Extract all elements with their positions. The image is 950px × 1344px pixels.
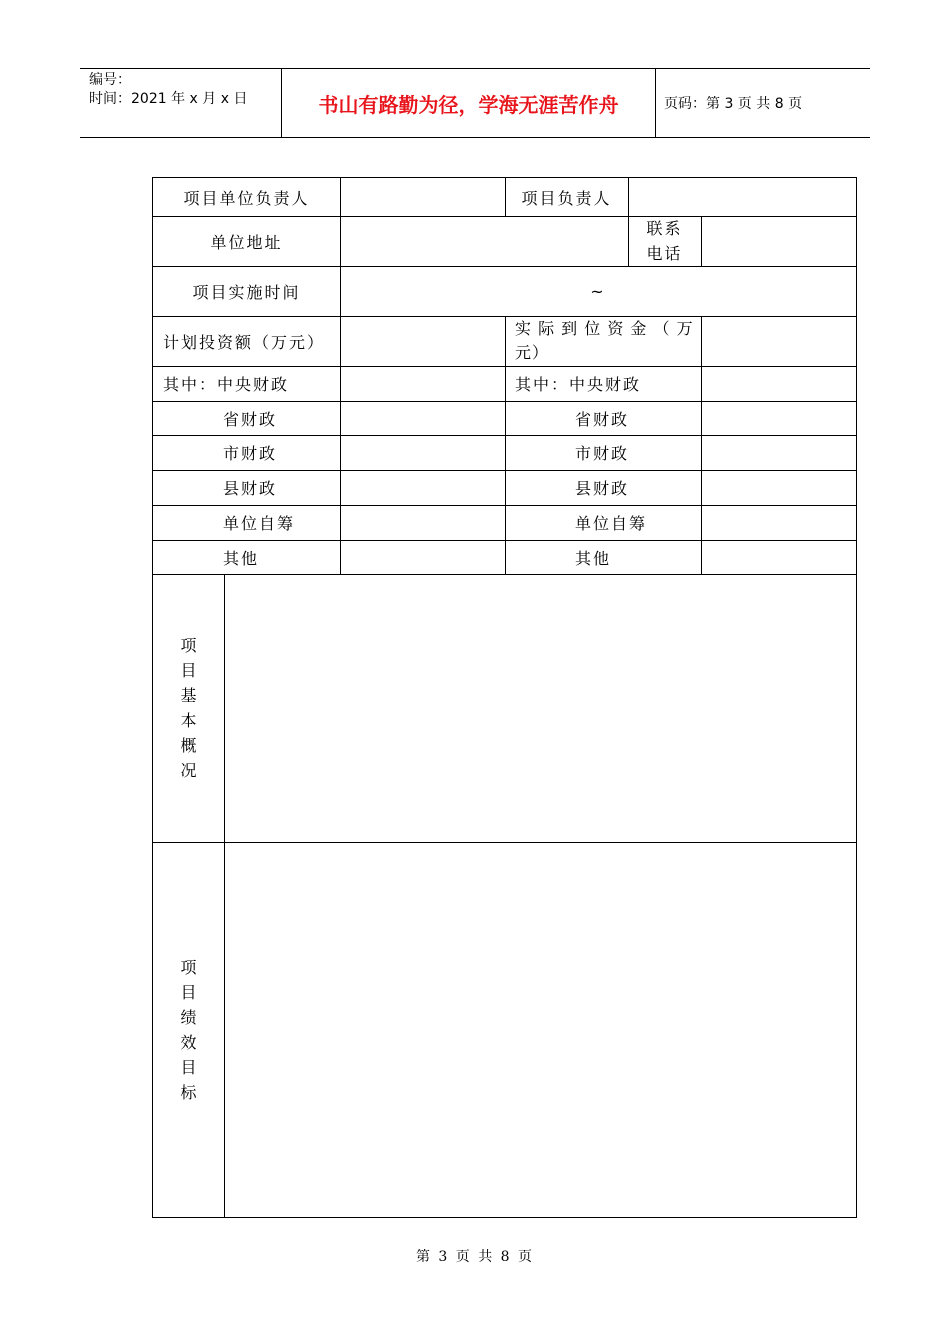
goals-char: 目 [180,1057,197,1077]
unit-address-label: 单位地址 [210,232,283,252]
actual-funds-label [515,316,701,366]
page-footer: 第 3 页 共 8 页 [415,1249,535,1265]
col-divider [340,316,341,574]
header-page-label: 页码：第 3 页 共 8 页 [664,96,803,112]
planned-invest-label: 计划投资额（万元） [163,332,326,352]
header-motto: 书山有路勤为径，学海无涯苦作舟 [281,69,656,137]
time-label: 时间：2021 年 x 月 x 日 [89,91,248,107]
col-divider [505,316,506,574]
right-city-label: 市财政 [575,444,630,463]
col-divider [701,216,702,266]
right-other-label: 其他 [575,548,612,568]
number-label: 编号： [89,72,131,88]
overview-char: 概 [180,736,197,755]
goals-char: 目 [180,982,197,1002]
project-form-table [152,177,857,1218]
contact-phone-label [628,216,701,266]
row-divider [153,574,856,575]
overview-label [153,574,224,842]
impl-time-label: 项目实施时间 [192,282,301,302]
col-divider [628,178,629,216]
right-self-label: 单位自筹 [575,514,648,533]
right-province-label: 省财政 [575,409,630,429]
overview-char: 本 [180,711,197,730]
left-other-label: 其他 [223,548,260,568]
project-leader-label: 项目负责人 [521,188,612,208]
goals-char: 项 [180,957,197,977]
goals-label [153,842,224,1217]
document-header [80,68,870,138]
contact-phone-line-2: 电话 [646,244,683,263]
right-county-label: 县财政 [575,479,630,498]
unit-leader-label: 项目单位负责人 [183,188,310,208]
impl-time-tilde: ~ [590,281,606,301]
left-county-label: 县财政 [223,479,278,498]
overview-char: 目 [180,661,197,680]
goals-char: 绩 [180,1007,197,1027]
actual-funds-line-1: 实 际 到 位 资 金 （ 万 [515,319,694,338]
goals-char: 标 [180,1082,197,1102]
goals-char: 效 [180,1032,197,1052]
col-divider [224,574,225,1217]
overview-char: 项 [180,636,197,655]
overview-char: 况 [180,761,197,780]
right-central-label: 其中：中央财政 [515,375,642,394]
actual-funds-line-2: 元） [515,343,550,362]
contact-phone-line-1: 联系 [646,219,683,238]
header-meta [80,69,280,137]
left-province-label: 省财政 [223,409,278,429]
left-self-label: 单位自筹 [223,514,296,533]
row-divider [153,842,856,843]
overview-char: 基 [180,686,197,705]
left-central-label: 其中：中央财政 [163,375,290,394]
left-city-label: 市财政 [223,444,278,463]
col-divider [701,316,702,574]
